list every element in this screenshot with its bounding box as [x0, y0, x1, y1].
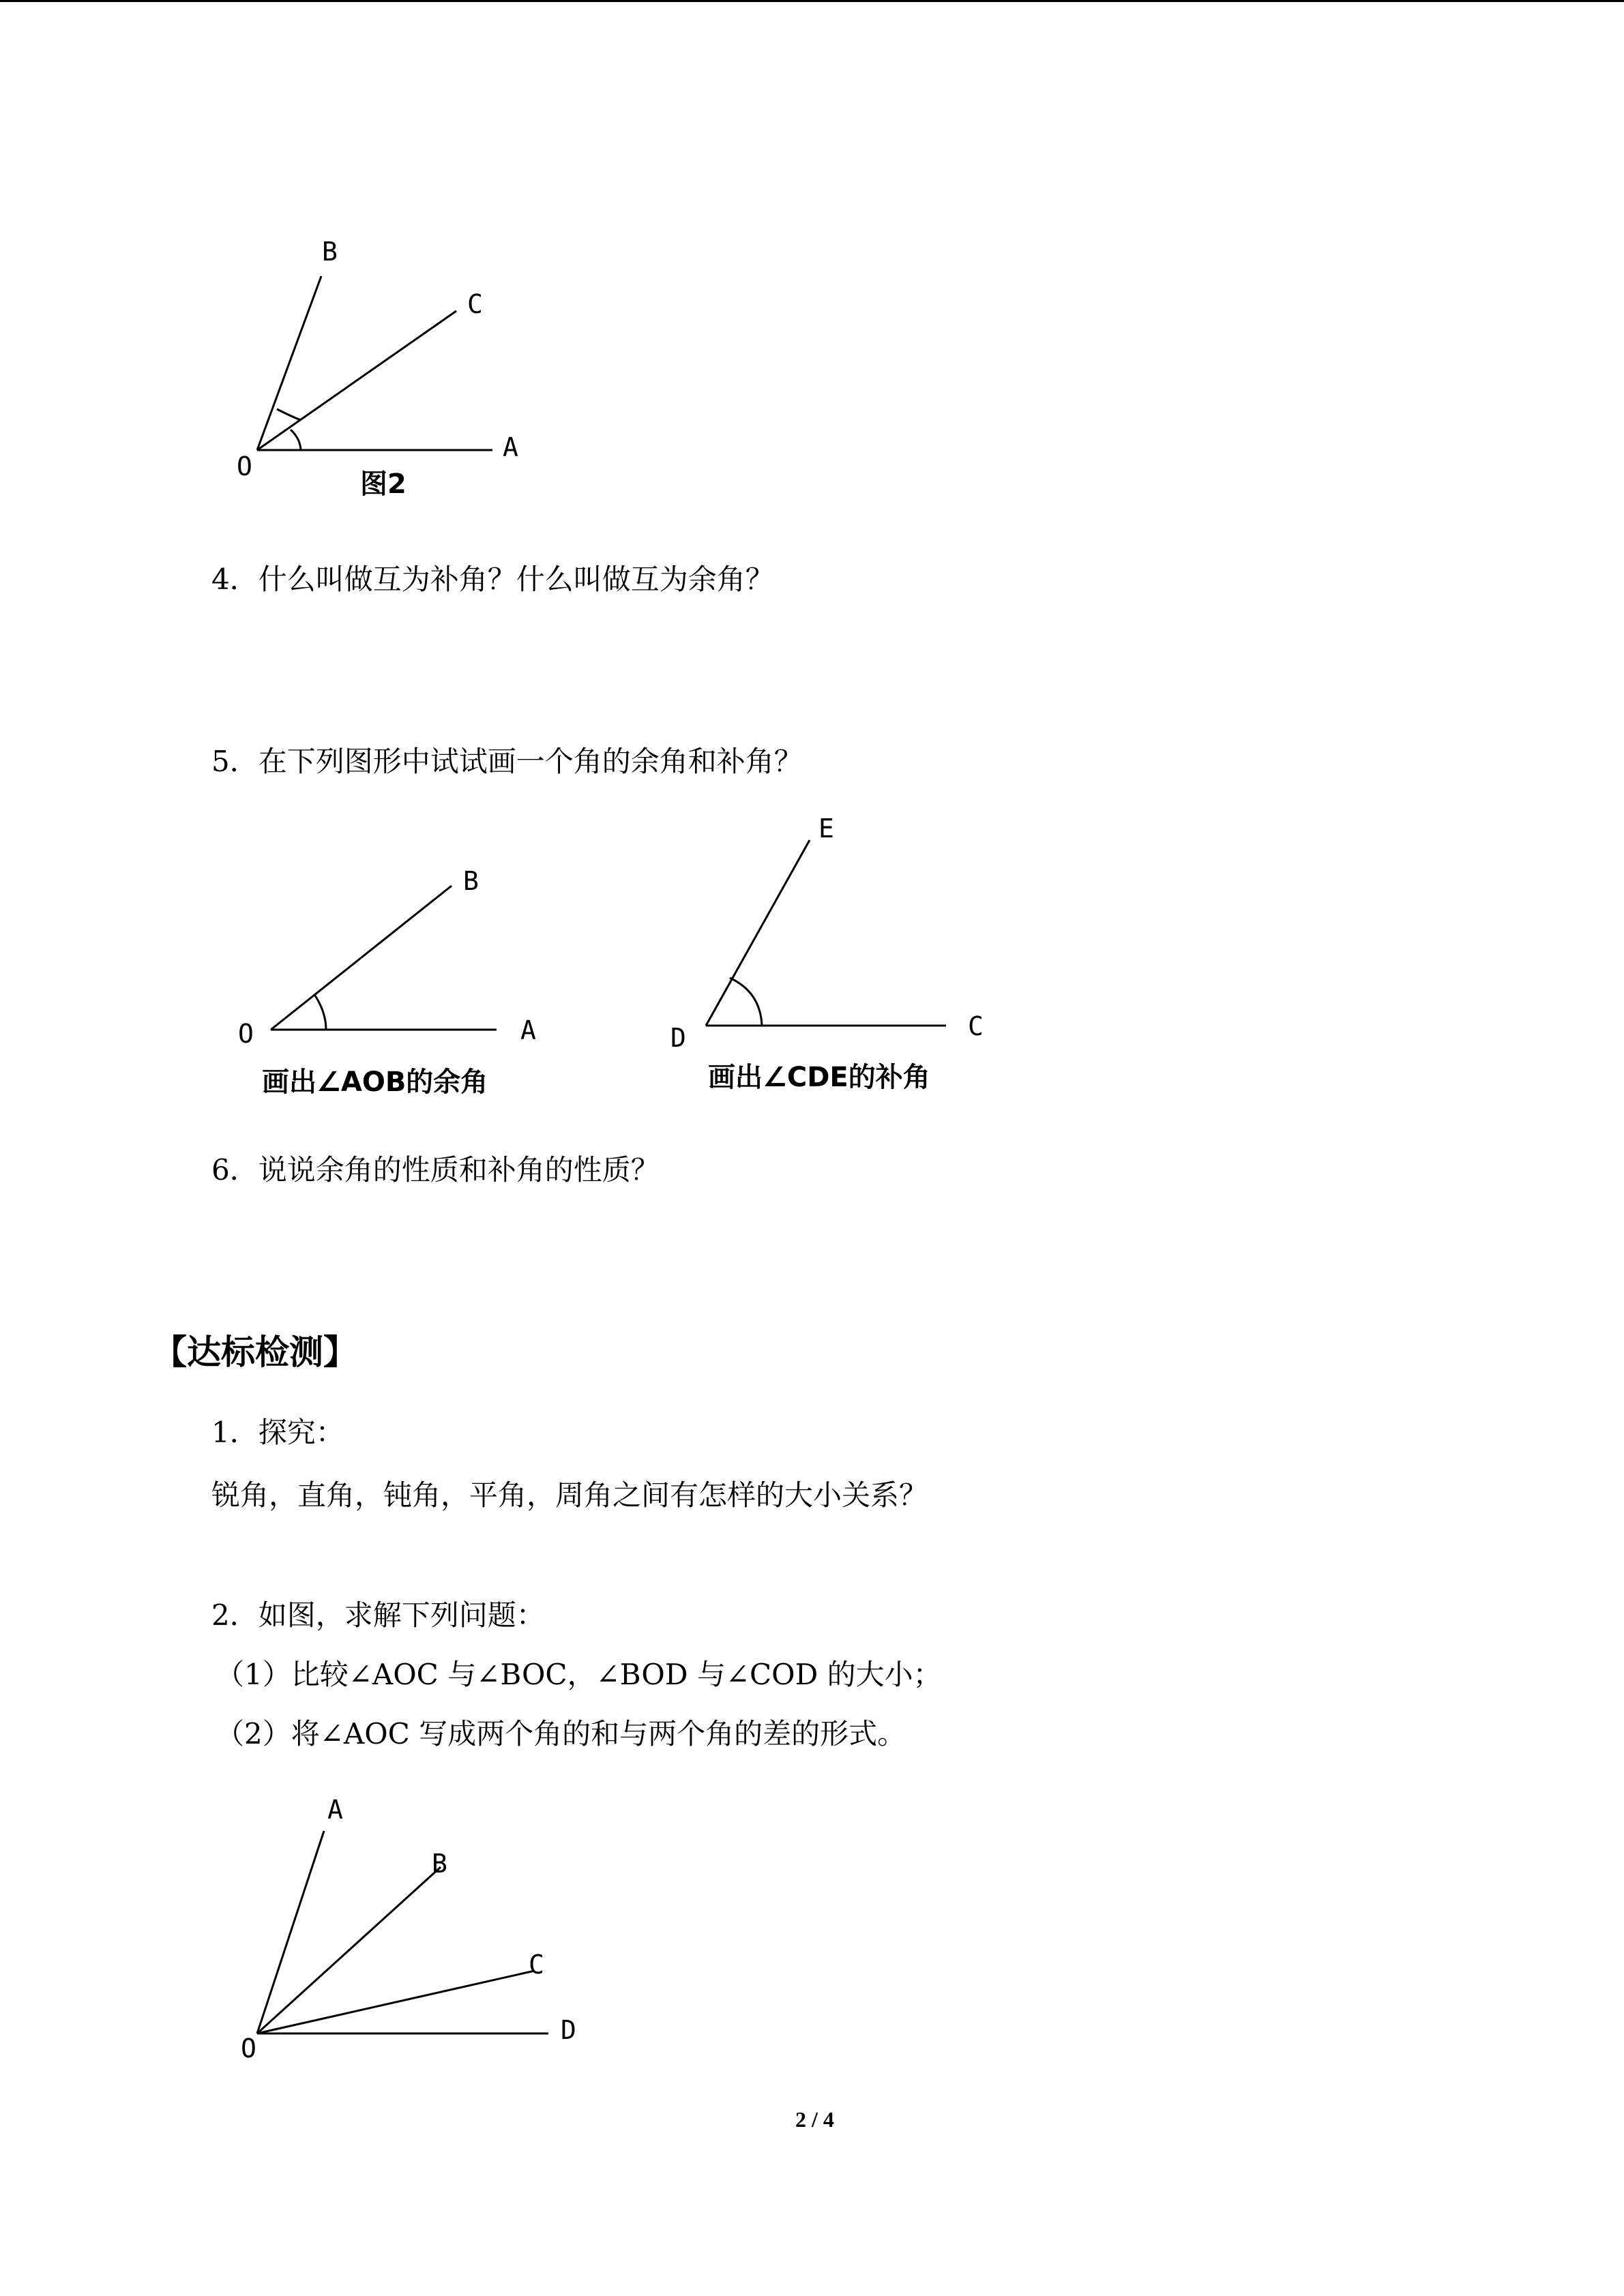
point-label-c: C: [467, 289, 483, 319]
point-label-a: A: [503, 432, 518, 462]
ray-de: [706, 840, 810, 1026]
page-number: 2 / 4: [795, 2107, 834, 2132]
question-6: 6．说说余角的性质和补角的性质？: [211, 1153, 660, 1187]
angle-arc-outer: [291, 430, 301, 450]
point-label-a-t2: A: [327, 1795, 343, 1825]
ray-oc-t2: [257, 1971, 535, 2033]
ray-ob: [257, 276, 321, 450]
test-1-body: 锐角，直角，钝角，平角，周角之间有怎样的大小关系？: [211, 1478, 928, 1512]
cde-caption: 画出∠CDE的补角: [708, 1062, 930, 1093]
point-label-c-t2: C: [529, 1950, 544, 1980]
point-label-b: B: [322, 237, 338, 267]
point-label-d-t2: D: [561, 2015, 576, 2045]
point-label-e: E: [818, 814, 834, 844]
point-label-o-5: O: [238, 1019, 254, 1049]
ray-oc: [257, 311, 456, 450]
question-4: 4．什么叫做互为补角？什么叫做互为余角？: [211, 563, 774, 596]
test-1-title: 1．探究：: [211, 1416, 344, 1449]
ray-ob-5: [271, 886, 452, 1030]
question-5: 5．在下列图形中试试画一个角的余角和补角？: [211, 745, 803, 778]
point-label-o: O: [237, 451, 252, 481]
point-label-a-5: A: [520, 1015, 536, 1045]
aob-caption: 画出∠AOB的余角: [262, 1067, 488, 1098]
point-label-b-5: B: [463, 866, 479, 896]
section-title: 【达标检测】: [153, 1332, 357, 1372]
angle-arc-aob: [315, 996, 326, 1030]
point-label-b-t2: B: [432, 1849, 447, 1879]
point-label-o-t2: O: [241, 2033, 256, 2063]
test-2-title: 2．如图，求解下列问题：: [211, 1598, 545, 1632]
point-label-c-5: C: [968, 1011, 984, 1041]
angle-arc-cde: [730, 978, 762, 1026]
test-2-sub-1: （1）比较∠AOC 与∠BOC，∠BOD 与∠COD 的大小；: [216, 1658, 942, 1691]
figure-2-caption: 图2: [360, 468, 407, 500]
angle-arc-inner: [277, 409, 301, 420]
point-label-d: D: [670, 1023, 686, 1053]
test-2-sub-2: （2）将∠AOC 写成两个角的和与两个角的差的形式。: [216, 1717, 906, 1750]
